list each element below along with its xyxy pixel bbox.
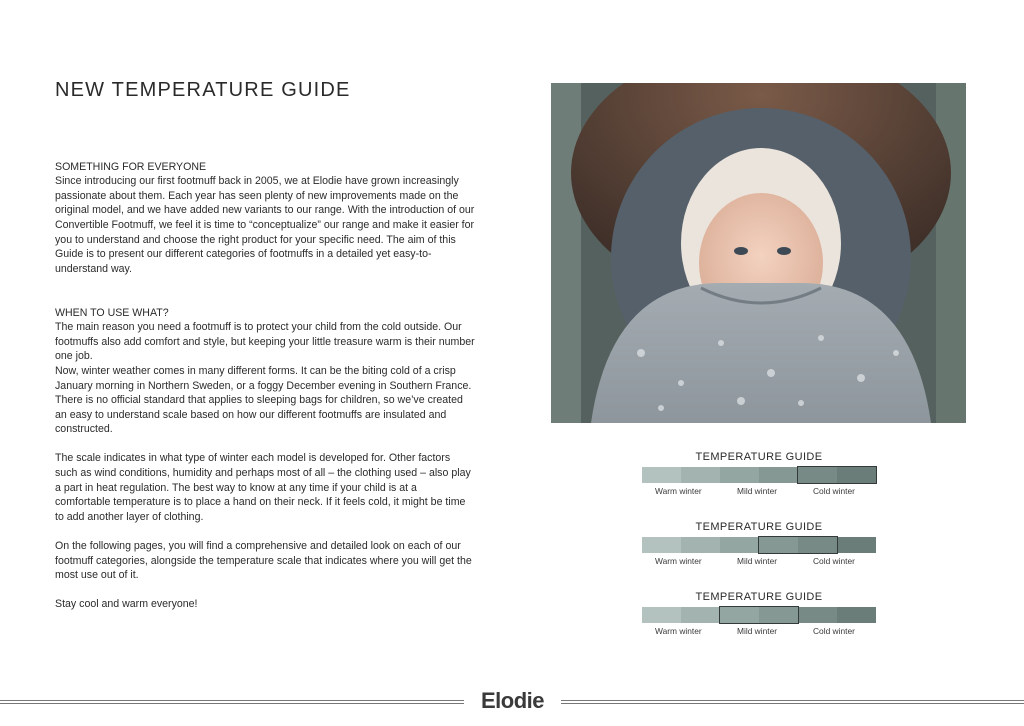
footer-divider-left bbox=[0, 700, 464, 704]
scale-labels bbox=[642, 556, 876, 568]
elodie-logo: Elodie bbox=[480, 688, 544, 713]
section-something-for-everyone bbox=[55, 145, 475, 276]
guide-title: TEMPERATURE GUIDE bbox=[695, 451, 823, 463]
section-sign-off bbox=[55, 597, 475, 612]
label-warm-winter: Warm winter bbox=[655, 486, 702, 496]
section-text: On the following pages, you will find a comprehensive and detailed look on each of our footmuff categories, alongside the temperature scale that indicates where you will get the most use out of it. bbox=[55, 540, 472, 582]
label-mild-winter: Mild winter bbox=[737, 556, 778, 566]
section-following-pages bbox=[55, 539, 475, 583]
section-when-to-use-what bbox=[55, 291, 475, 437]
scale-segment bbox=[720, 537, 759, 553]
section-text: The main reason you need a footmuff is to protect your child from the cold outside. Our footmuffs also add comfort and style, but keeping your little treasure warm is their number one job. Now, winter weather comes in many different forms. It can be the biting cold of a crisp January morning in Northern Sweden, or a foggy December evening in Southern France. There is no official standard that applies to sleeping bags for children, so we’ve created an easy to understand scale based on how our different footmuffs are insulated and constructed. bbox=[55, 321, 475, 436]
scale-highlight bbox=[797, 466, 877, 484]
scale-labels bbox=[642, 626, 876, 638]
temperature-guide-mild-cold bbox=[642, 520, 876, 568]
scale-segment bbox=[720, 467, 759, 483]
label-mild-winter: Mild winter bbox=[737, 626, 778, 636]
page-title: NEW TEMPERATURE GUIDE bbox=[55, 79, 351, 101]
body-copy bbox=[55, 145, 475, 627]
scale-highlight bbox=[719, 606, 799, 624]
scale-segment bbox=[642, 467, 681, 483]
baby-in-footmuff-photo bbox=[551, 83, 966, 423]
section-heading: SOMETHING FOR EVERYONE bbox=[55, 160, 207, 173]
scale-segment bbox=[837, 607, 876, 623]
section-text: The scale indicates in what type of winter each model is developed for. Other factors such as wind conditions, humidity and perhaps most of all – the clothing used – also play a part in heat regulation. The best way to know at any time if your child is at a comfortable temperature is to place a hand on their neck. If it feels cold, it might be time to add another layer of clothing. bbox=[55, 452, 471, 523]
section-scale-explanation bbox=[55, 451, 475, 524]
section-text: Since introducing our first footmuff back in 2005, we at Elodie have grown increasingly passionate about them. Each year has seen plenty of new improvements made on the original model, and we have added new variants to our range. With the introduction of our Convertible Footmuff, we feel it is time to “conceptualize” our range and make it easier for you to understand and choose the right product for your specific need. The aim of this Guide is to present our different categories of footmuffs in a detailed yet easy-to-understand way. bbox=[55, 175, 475, 275]
guide-title: TEMPERATURE GUIDE bbox=[695, 521, 823, 533]
scale-segment bbox=[798, 607, 837, 623]
scale-labels bbox=[642, 486, 876, 498]
scale-segment bbox=[837, 537, 876, 553]
scale-segment bbox=[681, 607, 720, 623]
scale-segment bbox=[759, 467, 798, 483]
temperature-scale bbox=[642, 607, 876, 623]
label-warm-winter: Warm winter bbox=[655, 626, 702, 636]
temperature-scale bbox=[642, 467, 876, 483]
label-cold-winter: Cold winter bbox=[813, 626, 855, 636]
scale-segment bbox=[642, 537, 681, 553]
label-warm-winter: Warm winter bbox=[655, 556, 702, 566]
label-mild-winter: Mild winter bbox=[737, 486, 778, 496]
label-cold-winter: Cold winter bbox=[813, 486, 855, 496]
label-cold-winter: Cold winter bbox=[813, 556, 855, 566]
section-text: Stay cool and warm everyone! bbox=[55, 598, 198, 611]
scale-highlight bbox=[758, 536, 838, 554]
scale-segment bbox=[681, 467, 720, 483]
scale-segment bbox=[681, 537, 720, 553]
temperature-guide-cold bbox=[642, 450, 876, 498]
temperature-guide-mild bbox=[642, 590, 876, 638]
section-heading: WHEN TO USE WHAT? bbox=[55, 306, 169, 319]
scale-segment bbox=[642, 607, 681, 623]
temperature-scale bbox=[642, 537, 876, 553]
guide-title: TEMPERATURE GUIDE bbox=[695, 591, 823, 603]
footer-divider-right bbox=[561, 700, 1024, 704]
